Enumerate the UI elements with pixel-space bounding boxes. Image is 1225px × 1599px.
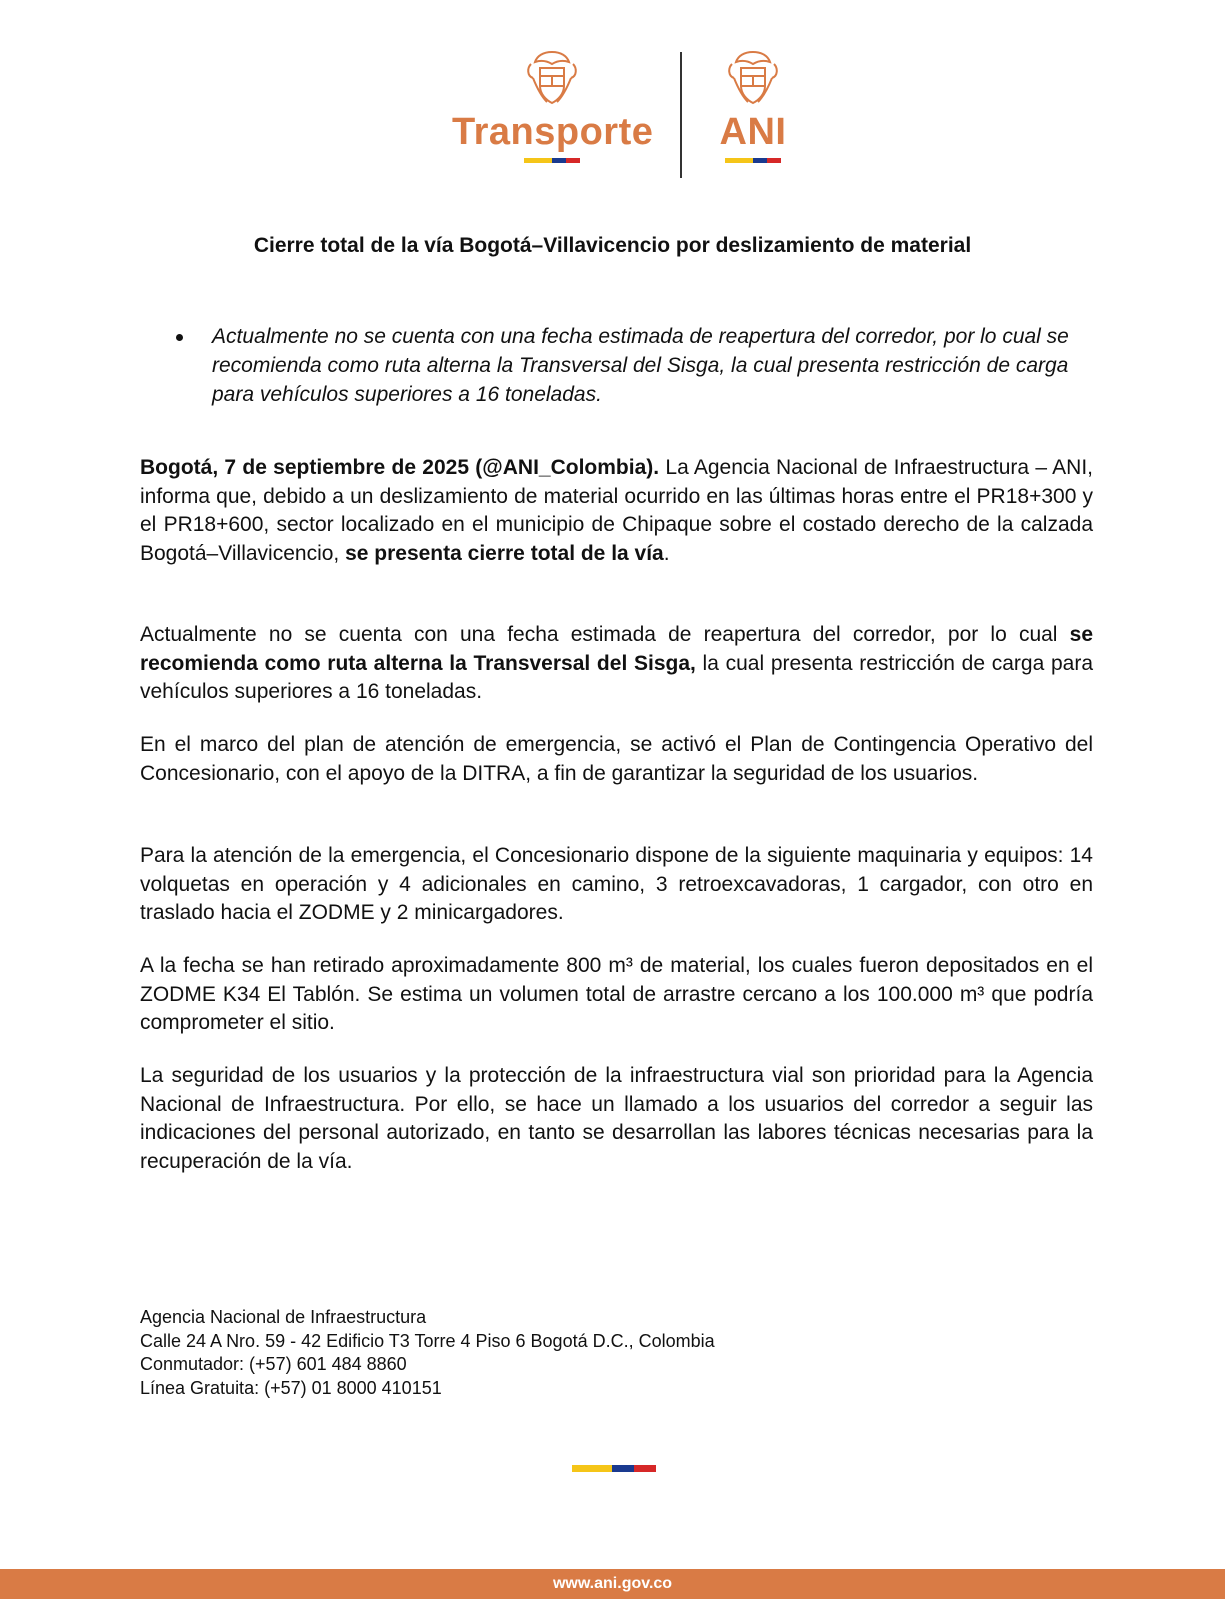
dateline: Bogotá, 7 de septiembre de 2025 (@ANI_Colombia). — [140, 456, 660, 479]
contact-org: Agencia Nacional de Infraestructura — [140, 1307, 427, 1327]
paragraph-contingency: En el marco del plan de atención de emergencia, se activó el Plan de Contingencia Operativo del Concesionario, con el apoyo de la DITRA, a fin de garantizar la seguridad de los usuarios. — [140, 733, 1093, 785]
contact-address: Calle 24 A Nro. 59 - 42 Edificio T3 Torre 4 Piso 6 Bogotá D.C., Colombia — [140, 1330, 715, 1351]
press-release-title: Cierre total de la vía Bogotá–Villavicencio por deslizamiento de material — [253, 234, 972, 257]
paragraph-intro — [140, 454, 1093, 568]
intro-text: La Agencia Nacional de Infraestructura – ANI, informa que, debido a un deslizamiento de material ocurrido en las últimas horas entre el PR18+300 y el PR18+600, sector localizado en el municipio de Chipaque sobre el costado derecho de la calzada Bogotá–Villavicencio, — [140, 456, 1093, 565]
coat-of-arms-icon — [452, 48, 652, 108]
paragraph-machinery: Para la atención de la emergencia, el Concesionario dispone de la siguiente maquinaria y equipos: 14 volquetas en operación y 4 adicionales en camino, 3 retroexcavadoras, 1 cargador, con otro en traslado hacia el ZODME y 2 minicargadores. — [140, 844, 1093, 924]
paragraph-material: A la fecha se han retirado aproximadamente 800 m³ de material, los cuales fueron depositados en el ZODME K34 El Tablón. Se estima un volumen total de arrastre cercano a los 100.000 m³ que podría comprometer el sitio. — [140, 954, 1093, 1034]
contact-info — [140, 1306, 715, 1400]
flag-stripe — [725, 158, 781, 163]
flag-stripe — [524, 158, 580, 163]
contact-hotline: Línea Gratuita: (+57) 01 8000 410151 — [140, 1377, 442, 1398]
summary-bullet-text: Actualmente no se cuenta con una fecha estimada de reapertura del corredor, por lo cual se recomienda como ruta alterna la Transversal del Sisga, la cual presenta restricción de carga para vehículos superiores a 16 toneladas. — [212, 325, 1069, 406]
contact-switchboard: Conmutador: (+57) 601 484 8860 — [140, 1354, 407, 1374]
paragraph-alternate-route — [140, 621, 1093, 707]
ani-wordmark: ANI — [719, 111, 787, 153]
route-bold-text: se recomienda como ruta alterna la Transversal del Sisga, — [140, 623, 1093, 675]
logo-divider — [680, 52, 682, 178]
transporte-logo — [452, 48, 652, 163]
intro-bold-text: se presenta cierre total de la vía — [345, 541, 664, 565]
transporte-wordmark: Transporte — [452, 111, 654, 153]
route-text-start: Actualmente no se cuenta con una fecha estimada de reapertura del corredor, por lo cual — [140, 623, 1070, 646]
paragraph-safety: La seguridad de los usuarios y la protección de la infraestructura vial son prioridad para la Agencia Nacional de Infraestructura. Por ello, se hace un llamado a los usuarios del corredor a seguir las indicaciones del personal autorizado, en tanto se desarrollan las labores técnicas necesarias para la recuperación de la vía. — [140, 1064, 1093, 1173]
intro-end: . — [663, 541, 670, 565]
footer-band — [0, 1569, 1225, 1599]
ani-logo — [708, 48, 798, 163]
bottom-flag-stripe — [572, 1465, 656, 1472]
footer-url[interactable]: www.ani.gov.co — [552, 1575, 673, 1592]
route-text-end: la cual presenta restricción de carga para vehículos superiores a 16 toneladas. — [140, 651, 1093, 703]
bullet-dot-icon — [176, 334, 183, 341]
coat-of-arms-icon — [708, 48, 798, 108]
summary-bullet — [176, 322, 1096, 409]
letterhead — [0, 0, 1225, 200]
